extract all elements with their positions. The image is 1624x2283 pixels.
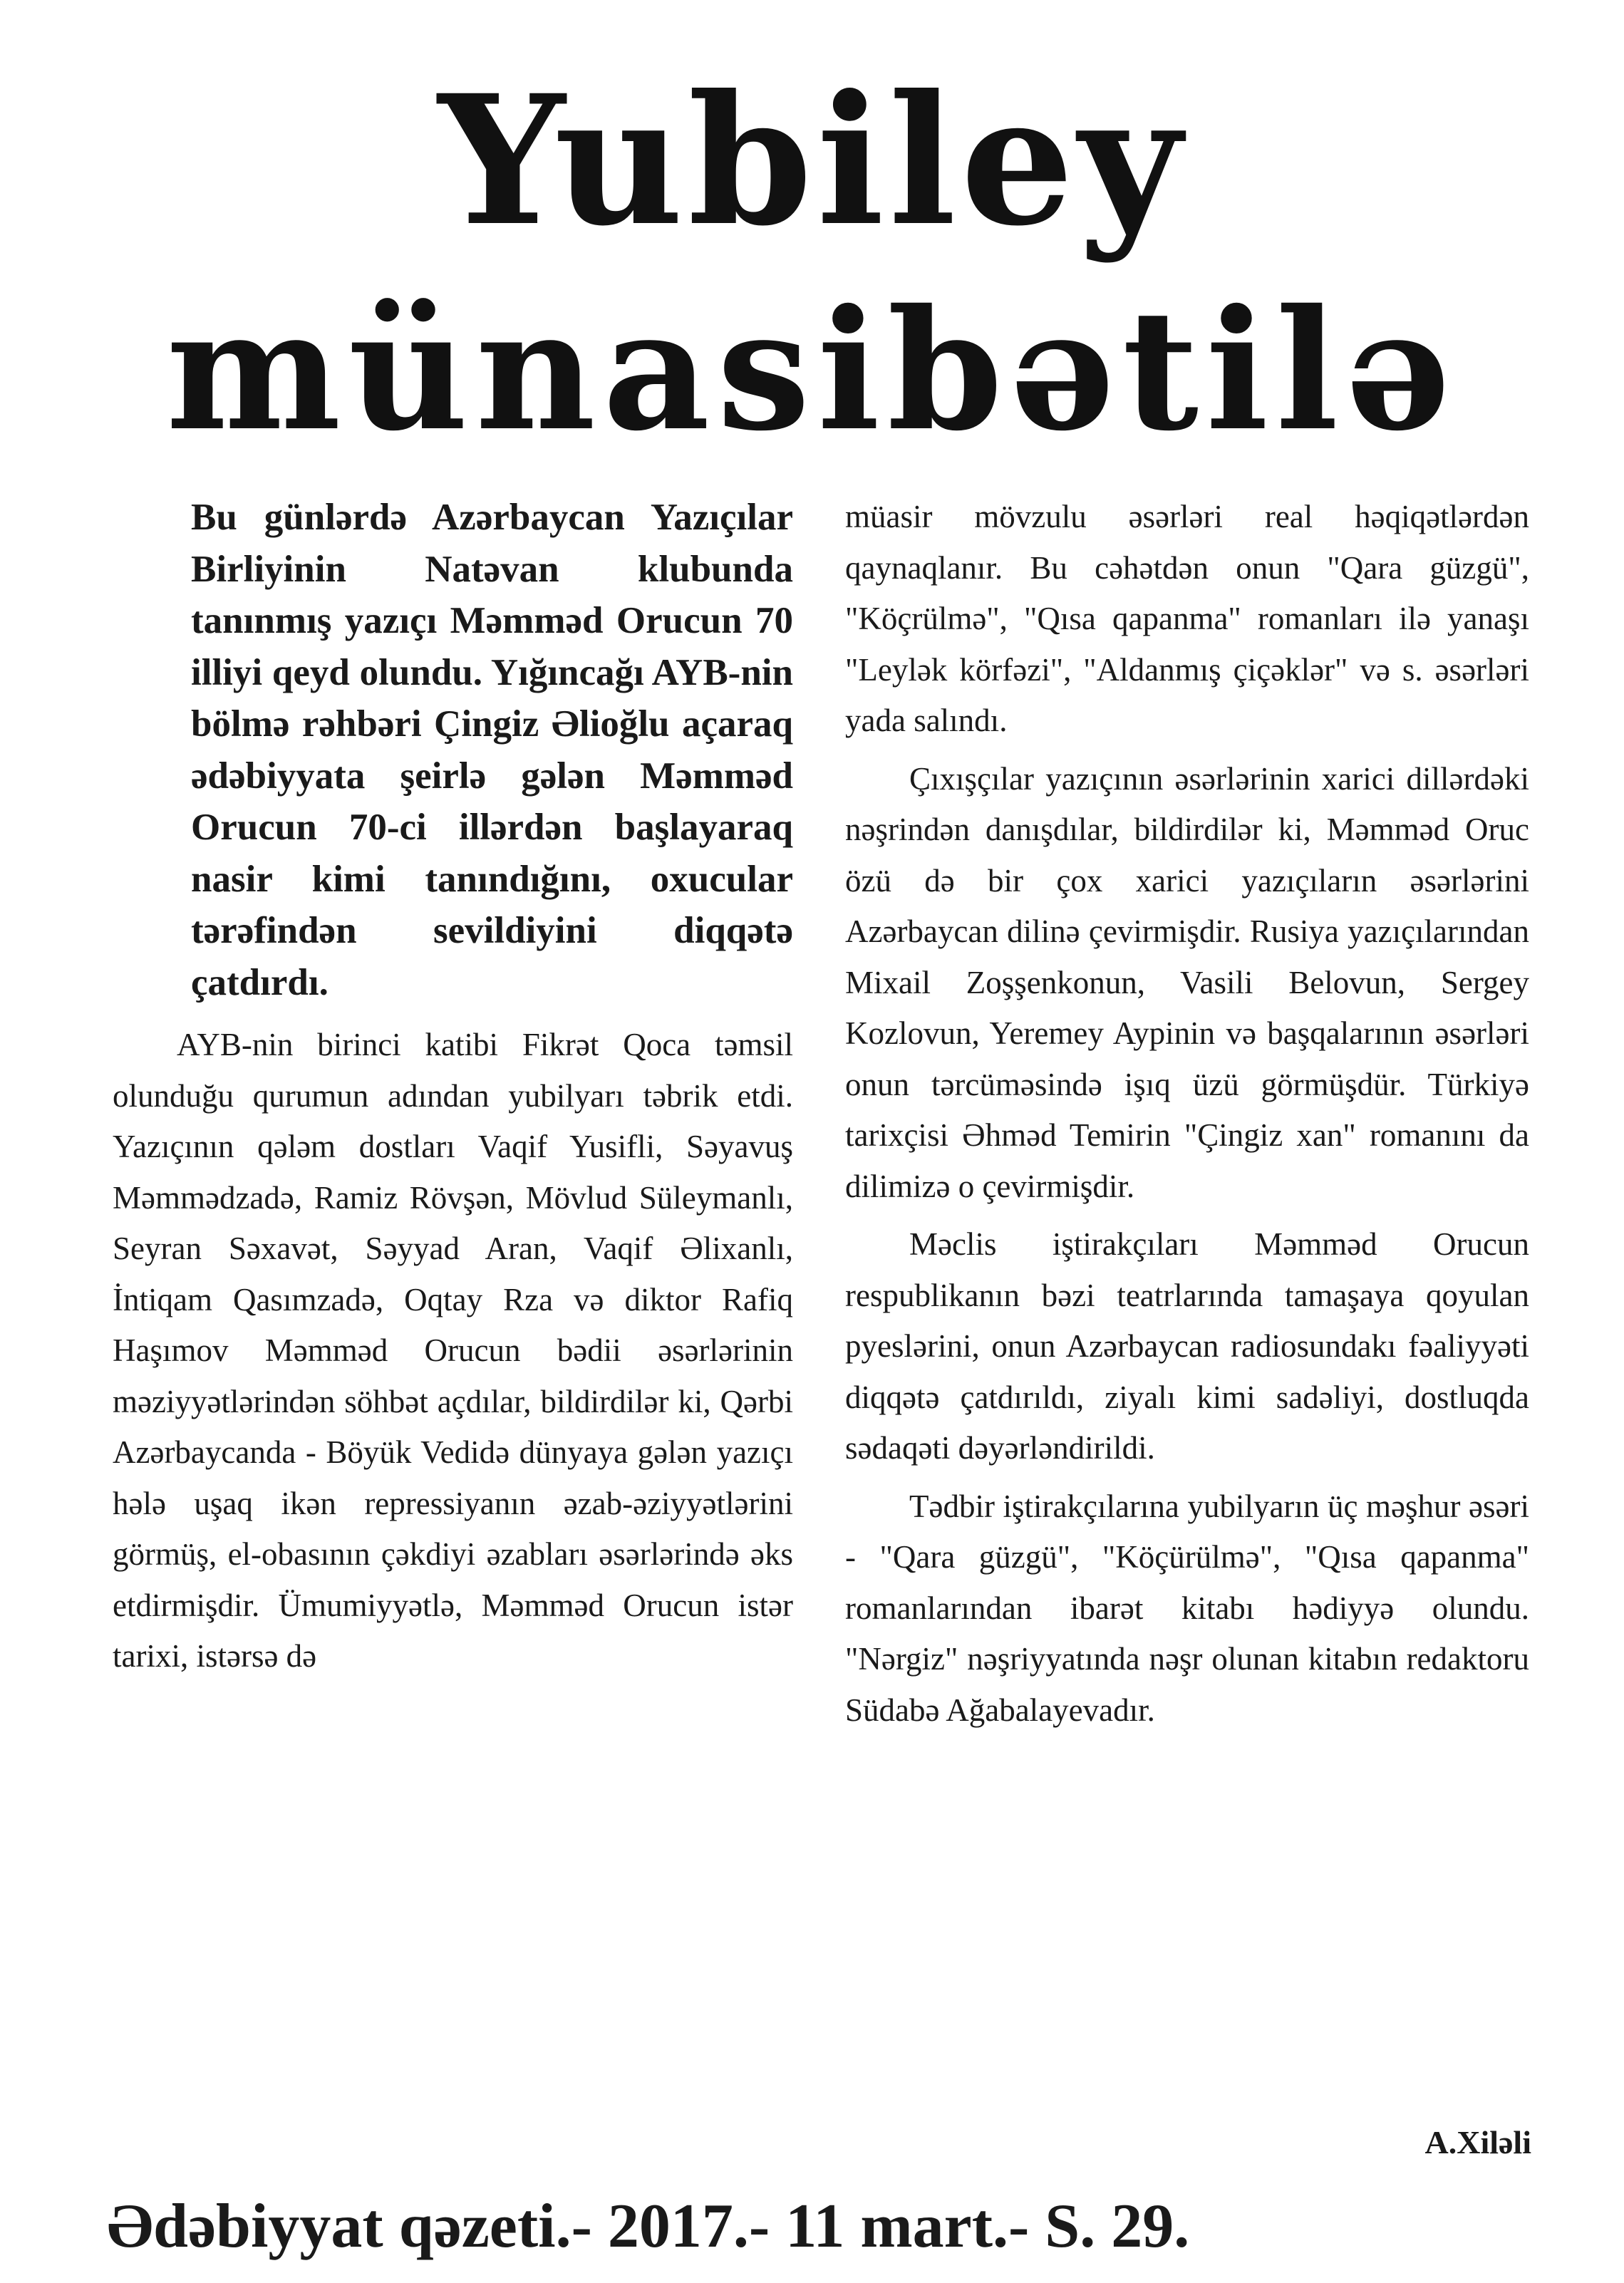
- article-left-column: [113, 492, 793, 1682]
- body-paragraph-1-continued: müasir mövzulu əsərləri real həqiqətlərdən qaynaqlanır. Bu cəhətdən onun "Qara güzgü", "Köçrülmə", "Qısa qapanma" romanları ilə yanaşı "Leylək körfəzi", "Aldanmış çiçəklər" və s. əsərləri yada salındı.: [845, 499, 1529, 738]
- article-right-column: [845, 492, 1529, 1736]
- headline-line-1: Yubiley: [438, 56, 1186, 265]
- headline-line-2: münasibətilə: [166, 273, 1458, 467]
- lead-paragraph: Bu günlərdə Azərbaycan Yazıçılar Birliyinin Natəvan klubunda tanınmış yazıçı Məmməd Orucun 70 illiyi qeyd olundu. Yığıncağı AYB-nin bölmə rəhbəri Çingiz Əlioğlu açaraq ədəbiyyata şeirlə gələn Məmməd Orucun 70-ci illərdən başlayaraq nasir kimi tanındığını, oxucular tərəfindən sevildiyini diqqətə çatdırdı.: [191, 497, 793, 1003]
- body-paragraph-3: Məclis iştirakçıları Məmməd Orucun respublikanın bəzi teatrlarında tamaşaya qoyulan pyeslərini, onun Azərbaycan radiosundakı fəaliyyəti diqqətə çatdırıldı, ziyalı kimi sadəliyi, dostluqda sədaqəti dəyərləndirildi.: [845, 1226, 1529, 1466]
- body-paragraph-1: AYB-nin birinci katibi Fikrət Qoca təmsil olunduğu qurumun adından yubilyarı təbrik etdi. Yazıçının qələm dostları Vaqif Yusifli, Səyavuş Məmmədzadə, Ramiz Rövşən, Mövlud Süleymanlı, Seyran Səxavət, Səyyad Aran, Vaqif Əlixanlı, İntiqam Qasımzadə, Oqtay Rza və diktor Rafiq Haşımov Məmməd Orucun bədii əsərlərinin məziyyətlərindən söhbət açdılar, bildirdilər ki, Qərbi Azərbaycanda - Böyük Vedidə dünyaya gələn yazıçı hələ uşaq ikən repressiyanın əzab-əziyyətlərini görmüş, el-obasının çəkdiyi əzabları əsərlərində əks etdirmişdir. Ümumiyyətlə, Məmməd Orucun istər tarixi, istərsə də: [113, 1027, 793, 1674]
- lead-paragraph-wrap: [191, 492, 793, 1008]
- body-paragraph-4: Tədbir iştirakçılarına yubilyarın üç məşhur əsəri - "Qara güzgü", "Köçürülmə", "Qısa qapanma" romanlarından ibarət kitabı hədiyyə olundu. "Nərgiz" nəşriyyatında nəşr olunan kitabın redaktoru Südabə Ağabalayevadır.: [845, 1488, 1529, 1728]
- body-paragraph-2: Çıxışçılar yazıçının əsərlərinin xarici dillərdəki nəşrindən danışdılar, bildirdilər ki, Məmməd Oruc özü də bir çox xarici yazıçıların əsərlərini Azərbaycan dilinə çevirmişdir. Rusiya yazıçılarından Mixail Zoşşenkonun, Vasili Belovun, Sergey Kozlovun, Yeremey Aypinin və başqalarının əsərləri onun tərcüməsində işıq üzü görmüşdür. Türkiyə tarixçisi Əhməd Temirin "Çingiz xan" romanını da dilimizə o çevirmişdir.: [845, 760, 1529, 1204]
- author-signature: A.Xiləli: [1424, 2124, 1531, 2160]
- source-citation: Ədəbiyyat qəzeti.- 2017.- 11 mart.- S. 29.: [107, 2192, 1190, 2261]
